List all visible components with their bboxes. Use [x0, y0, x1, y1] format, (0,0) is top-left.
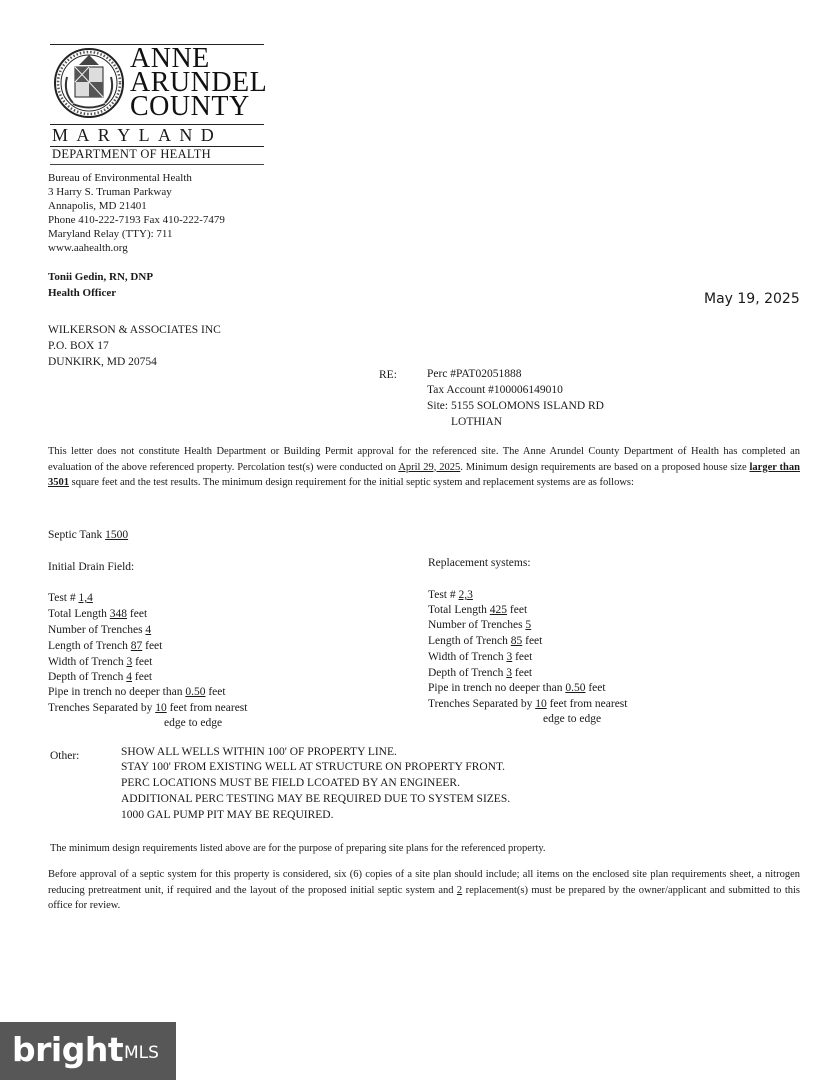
intro-text: . Minimum design requirements are based on a proposed house size — [460, 461, 750, 473]
field-label: Trenches Separated by — [48, 702, 156, 714]
initial-pipe-depth — [48, 685, 226, 700]
re-line: LOTHIAN — [451, 416, 503, 428]
letterhead-rule — [50, 164, 264, 165]
address-line: www.aahealth.org — [48, 242, 128, 254]
field-label: Trenches Separated by — [428, 698, 536, 710]
field-value: 10 — [535, 698, 547, 710]
re-line: Site: 5155 SOLOMONS ISLAND RD — [427, 400, 604, 412]
field-value: 3 — [126, 656, 133, 668]
state-name: MARYLAND — [52, 125, 223, 145]
field-value: 1,4 — [78, 592, 93, 604]
county-name-line-2: ARUNDEL — [130, 67, 268, 98]
field-label: Total Length — [428, 604, 490, 616]
field-label: Number of Trenches — [48, 624, 146, 636]
field-unit: feet from nearest — [546, 698, 628, 710]
field-label: Pipe in trench no deeper than — [48, 686, 186, 698]
county-name-line-1: ANNE — [130, 43, 210, 74]
watermark-suffix: MLS — [124, 1043, 159, 1063]
field-unit: feet — [522, 635, 543, 647]
field-unit: feet from nearest — [166, 702, 248, 714]
min-requirements-note: The minimum design requirements listed above are for the purpose of preparing site plans for the referenced property. — [50, 843, 546, 854]
re-line: Perc #PAT02051888 — [427, 368, 522, 380]
initial-test — [48, 591, 93, 606]
initial-trench-length — [48, 639, 162, 654]
field-value: 5 — [525, 619, 532, 631]
field-unit: feet — [512, 667, 533, 679]
county-seal-icon — [53, 47, 125, 119]
replacement-separation — [428, 697, 627, 712]
field-label: Test # — [428, 589, 459, 601]
officer-title: Health Officer — [48, 287, 117, 299]
other-note: PERC LOCATIONS MUST BE FIELD LCOATED BY AN ENGINEER. — [121, 777, 460, 789]
field-value: 3 — [506, 651, 513, 663]
officer-name: Tonii Gedin, RN, DNP — [48, 271, 154, 283]
field-unit: feet — [132, 656, 153, 668]
initial-separation-line-2: edge to edge — [164, 717, 223, 729]
septic-tank-label: Septic Tank — [48, 529, 106, 541]
replacement-heading: Replacement systems: — [428, 557, 531, 569]
initial-total-length — [48, 607, 147, 622]
site-plan-text: Before approval of a septic system for this property is considered, six (6) copies of a site plan should include; all items on the enclosed site plan requirements sheet, a nitrogen reducing pretreatment unit, if required and the layout of the proposed initial septic system and — [48, 869, 800, 896]
test-date: April 29, 2025 — [398, 461, 461, 473]
replacement-trench-length — [428, 634, 542, 649]
field-label: Depth of Trench — [48, 671, 127, 683]
replacement-trenches — [428, 618, 531, 633]
field-label: Total Length — [48, 608, 110, 620]
replacement-count: 2 — [456, 884, 463, 896]
address-line: Annapolis, MD 21401 — [48, 200, 147, 212]
field-label: Pipe in trench no deeper than — [428, 682, 566, 694]
replacement-width — [428, 650, 532, 665]
address-line: Phone 410-222-7193 Fax 410-222-7479 — [48, 214, 225, 226]
field-label: Depth of Trench — [428, 667, 507, 679]
other-note: STAY 100' FROM EXISTING WELL AT STRUCTURE ON PROPERTY FRONT. — [121, 761, 506, 773]
re-label: RE: — [379, 369, 397, 381]
field-value: 87 — [130, 640, 143, 652]
bright-mls-watermark — [0, 1022, 176, 1080]
septic-tank-value: 1500 — [105, 529, 129, 541]
replacement-test — [428, 588, 473, 603]
address-line: Maryland Relay (TTY): 711 — [48, 228, 173, 240]
field-value: 3 — [506, 667, 513, 679]
initial-separation — [48, 701, 247, 716]
field-unit: feet — [127, 608, 148, 620]
initial-heading: Initial Drain Field: — [48, 561, 135, 573]
replacement-total-length — [428, 603, 527, 618]
field-label: Length of Trench — [48, 640, 131, 652]
field-value: 2,3 — [458, 589, 473, 601]
field-label: Length of Trench — [428, 635, 511, 647]
field-value: 425 — [489, 604, 508, 616]
field-value: 10 — [155, 702, 167, 714]
address-line: Bureau of Environmental Health — [48, 172, 192, 184]
recipient-line: DUNKIRK, MD 20754 — [48, 356, 157, 368]
field-value: 85 — [510, 635, 523, 647]
other-note: 1000 GAL PUMP PIT MAY BE REQUIRED. — [121, 809, 334, 821]
letter-date: May 19, 2025 — [704, 291, 800, 307]
intro-text: square feet and the test results. The minimum design requirement for the initial septic system and replacement systems are as follows: — [69, 477, 634, 488]
watermark-brand: bright — [12, 1030, 124, 1069]
site-plan-paragraph — [48, 867, 800, 914]
field-unit: feet — [205, 686, 226, 698]
other-note: SHOW ALL WELLS WITHIN 100' OF PROPERTY LINE. — [121, 746, 397, 758]
field-unit: feet — [512, 651, 533, 663]
replacement-separation-line-2: edge to edge — [543, 713, 602, 725]
field-value: 348 — [109, 608, 128, 620]
field-value: 0.50 — [565, 682, 586, 694]
recipient-line: P.O. BOX 17 — [48, 340, 109, 352]
field-label: Width of Trench — [48, 656, 127, 668]
county-name-line-3: COUNTY — [130, 91, 250, 122]
initial-depth — [48, 670, 152, 685]
re-line: Tax Account #100006149010 — [427, 384, 563, 396]
house-size: larger than 3501 — [48, 461, 800, 488]
replacement-depth — [428, 666, 532, 681]
initial-width — [48, 655, 152, 670]
recipient-line: WILKERSON & ASSOCIATES INC — [48, 324, 221, 336]
field-label: Test # — [48, 592, 79, 604]
county-letterhead — [50, 44, 266, 164]
site-plan-text: replacement(s) must be prepared by the owner/applicant and submitted to this office for review. — [48, 884, 800, 911]
replacement-pipe-depth — [428, 681, 606, 696]
department-name: DEPARTMENT OF HEALTH — [52, 147, 211, 161]
field-unit: feet — [585, 682, 606, 694]
field-label: Number of Trenches — [428, 619, 526, 631]
intro-paragraph — [48, 444, 800, 491]
field-value: 4 — [126, 671, 133, 683]
field-label: Width of Trench — [428, 651, 507, 663]
initial-trenches — [48, 623, 151, 638]
intro-text: This letter does not constitute Health Department or Building Permit approval for the referenced site. The Anne Arundel County Department of Health has completed an evaluation of the above referenced property. Percolation test(s) were conducted on — [48, 446, 800, 473]
field-value: 0.50 — [185, 686, 206, 698]
field-unit: feet — [132, 671, 153, 683]
address-line: 3 Harry S. Truman Parkway — [48, 186, 172, 198]
field-unit: feet — [142, 640, 163, 652]
field-unit: feet — [507, 604, 528, 616]
septic-tank-line — [48, 528, 128, 543]
field-value: 4 — [145, 624, 152, 636]
other-note: ADDITIONAL PERC TESTING MAY BE REQUIRED DUE TO SYSTEM SIZES. — [121, 793, 511, 805]
other-label: Other: — [50, 750, 80, 762]
